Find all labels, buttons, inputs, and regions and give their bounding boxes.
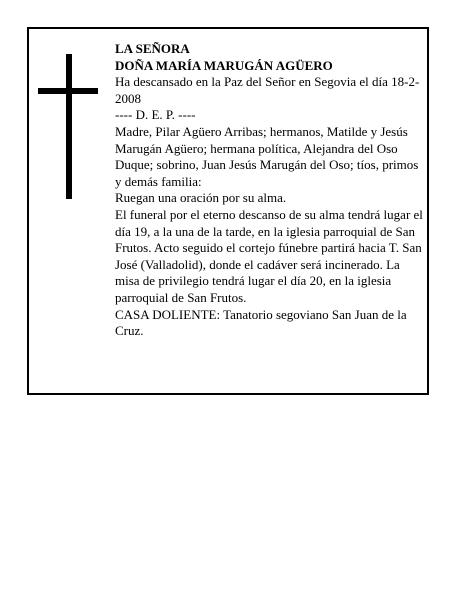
prayer-request: Ruegan una oración por su alma. xyxy=(115,190,287,206)
deceased-name: DOÑA MARÍA MARUGÁN AGÜERO xyxy=(115,57,333,73)
cross-horizontal-bar xyxy=(38,88,98,94)
funeral-home: CASA DOLIENTE: Tanatorio segoviano San Juan de la Cruz. xyxy=(115,306,407,339)
heading-title: LA SEÑORA xyxy=(115,41,190,56)
cross-vertical-bar xyxy=(66,54,72,199)
funeral-details: El funeral por el eterno descanso de su alma tendrá lugar el día 19, a la una de la tarde, en la iglesia parroquial de San Frutos. Acto seguido el cortejo fúnebre partirá hacia T. San José (Valladolid), donde el cadáver será incinerado. La misa de privilegio tendrá lugar el día 20, en la iglesia parroquial de San Frutos. xyxy=(115,206,423,305)
cross-icon xyxy=(38,54,98,199)
announcement-text: Ha descansado en la Paz del Señor en Segovia el día 18-2-2008 xyxy=(115,74,420,106)
notice-text xyxy=(115,41,423,340)
family-list: Madre, Pilar Agüero Arribas; hermanos, Matilde y Jesús Marugán Agüero; hermana política, Alejandra del Oso Duque; sobrino, Juan Jesús Marugán del Oso; tíos, primos y demás familia: xyxy=(115,123,419,189)
rip-line: ---- D. E. P. ---- xyxy=(115,107,196,123)
obituary-notice xyxy=(27,27,429,395)
